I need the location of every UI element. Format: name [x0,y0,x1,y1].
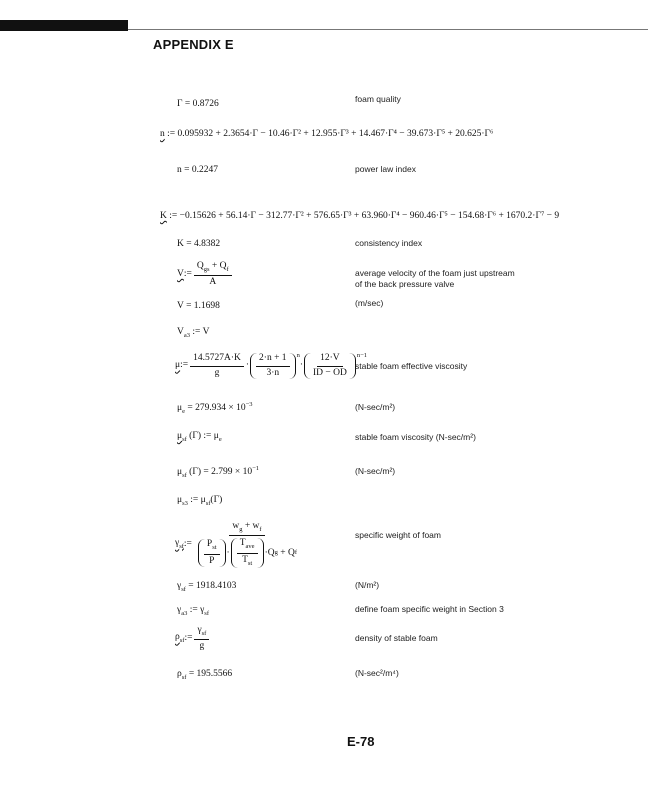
k-description: consistency index [355,238,423,248]
n-description: power law index [355,164,416,174]
v-fraction: $\frac{Q_{gs} + Q_f}{A}$ [194,262,232,288]
rho-sf-value: $\rho_{sf} = 195.5566$ [177,669,233,681]
gamma-sf-unit: (N/m²) [355,580,380,590]
gamma-a3-equation: $\gamma_{a3}$ := $\gamma_{sf}$ [177,605,209,617]
gamma-value: Γ = 0.8726 [177,99,219,109]
n-value: n = 0.2247 [177,165,218,175]
gamma-a3-description: define foam specific weight in Section 3 [355,604,504,614]
gamma-description: foam quality [355,94,401,104]
mue-unit: (N-sec/m²) [355,402,396,412]
mu-symbol: μ [175,360,181,371]
rho-sf-fraction: $\frac{\gamma_{sf}}{g}$ [194,626,209,652]
v-value: V = 1.1698 [177,301,220,311]
gamma-sf-equation: $\gamma_{sf}$ := $w_g + w_f$ $\frac{P_{st}}{P}$ · $\frac{T_{ave}}{T_{st}}$ ·Q g + Q f [175,522,302,568]
rho-sf-description: density of stable foam [355,633,438,643]
header-bar [0,20,128,31]
mu-equation: μ := $\frac{14.5727A\cdot K}{g}$ · $\frac{2\cdot n + 1}{3\cdot n}$ $^n$ · $\frac{12\cdot V}{ID - OD}$ $^{n-1}$ [175,352,368,378]
v-description: average velocity of the foam just upstream of the back pressure valve [355,268,515,289]
v-unit: (m/sec) [355,298,384,308]
musf-equation: $\mu_{sf}$ (Γ) := $\mu_e$ [177,431,222,443]
page-number: E-78 [347,734,375,749]
mue-value: $\mu_e = 279.934 \times 10^{-3}$ [177,401,253,416]
mu-description: stable foam effective viscosity [355,361,468,371]
mu-fraction: $\frac{14.5727A\cdot K}{g}$ [190,354,244,378]
gamma-sf-description: specific weight of foam [355,530,441,540]
k-equation [160,212,559,222]
v-equation: V := $\frac{Q_{gs} + Q_f}{A}$ [177,262,234,288]
n-expression: := 0.095932 + 2.3654·Γ − 10.46·Γ² + 12.955·Γ³ + 14.467·Γ⁴ − 39.673·Γ⁵ + 20.625·Γ⁶ [167,129,494,139]
rho-sf-equation: $\rho_{sf}$ := $\frac{\gamma_{sf}}{g}$ [175,626,211,652]
n-equation [160,130,493,140]
v-symbol: V [177,269,184,280]
gamma-sf-value: $\gamma_{sf} = 1918.4103$ [177,581,237,593]
n-symbol: n [160,129,165,139]
mu-paren-2: $\frac{12\cdot V}{ID - OD}$ [304,353,356,379]
va3-equation: $V_{a3}$ := V [177,327,210,339]
k-value: K = 4.8382 [177,239,221,249]
header-rule [128,29,648,30]
mus3-equation: $\mu_{s3}$ := $\mu_{sf}(\Gamma)$ [177,495,223,507]
gamma-sf-fraction: $w_g + w_f$ $\frac{P_{st}}{P}$ · $\frac{T_{ave}}{T_{st}}$ ·Q g + Q f [194,522,300,568]
page-header: APPENDIX E [153,37,234,52]
musf-value: $\mu_{sf}$ $(\Gamma) = 2.799 \times 10^{-1}$ [177,465,260,480]
k-symbol: K [160,211,167,221]
musf-unit: (N-sec/m²) [355,466,396,476]
musf-description: stable foam viscosity (N-sec/m²) [355,432,476,442]
k-expression: := −0.15626 + 56.14·Γ − 312.77·Γ² + 576.65·Γ³ + 63.960·Γ⁴ − 960.46·Γ⁵ − 154.68·Γ⁶ + 1670.2·Γ⁷ − 9 [169,211,560,221]
rho-sf-unit: (N-sec²/m⁴) [355,668,399,678]
mu-paren-1: $\frac{2\cdot n + 1}{3\cdot n}$ [250,353,296,379]
